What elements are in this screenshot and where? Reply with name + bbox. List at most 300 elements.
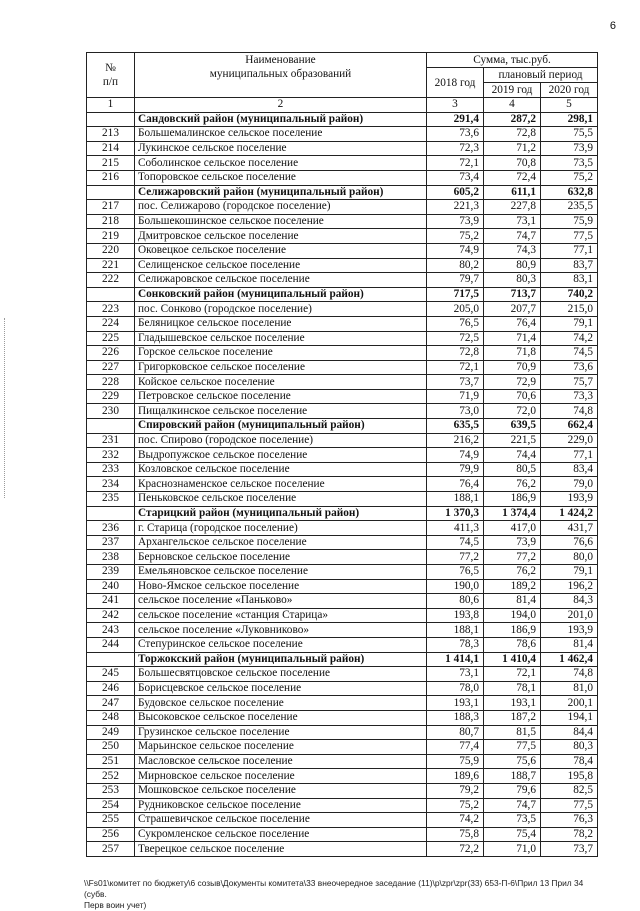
column-number: 3 — [427, 98, 484, 113]
table-row — [87, 156, 598, 171]
value-2019: 72,0 — [484, 404, 541, 419]
value-2020: 76,6 — [541, 535, 598, 550]
value-2020: 200,1 — [541, 696, 598, 711]
value-2018: 1 414,1 — [427, 652, 484, 667]
table-row — [87, 710, 598, 725]
value-2018: 75,8 — [427, 827, 484, 842]
row-number: 227 — [87, 360, 135, 375]
row-number — [87, 652, 135, 667]
row-number: 218 — [87, 214, 135, 229]
column-numbers-row — [87, 98, 598, 113]
municipality-name: Высоковское сельское поселение — [135, 710, 427, 725]
value-2020: 73,9 — [541, 141, 598, 156]
value-2020: 201,0 — [541, 608, 598, 623]
row-number: 257 — [87, 842, 135, 857]
table-row — [87, 273, 598, 288]
row-number: 254 — [87, 798, 135, 813]
municipality-name: пос. Селижарово (городское поселение) — [135, 200, 427, 215]
municipality-name: Пищалкинское сельское поселение — [135, 404, 427, 419]
value-2020: 82,5 — [541, 783, 598, 798]
municipality-name: Грузинское сельское поселение — [135, 725, 427, 740]
district-row — [87, 287, 598, 302]
value-2020: 74,5 — [541, 346, 598, 361]
table-row — [87, 433, 598, 448]
value-2020: 83,4 — [541, 462, 598, 477]
value-2018: 78,3 — [427, 637, 484, 652]
value-2019: 79,6 — [484, 783, 541, 798]
value-2018: 80,6 — [427, 594, 484, 609]
value-2019: 186,9 — [484, 492, 541, 507]
value-2019: 76,2 — [484, 565, 541, 580]
value-2018: 76,5 — [427, 316, 484, 331]
row-number: 236 — [87, 521, 135, 536]
row-number: 229 — [87, 389, 135, 404]
row-number: 246 — [87, 681, 135, 696]
value-2020: 196,2 — [541, 579, 598, 594]
value-2018: 79,2 — [427, 783, 484, 798]
column-number: 5 — [541, 98, 598, 113]
value-2019: 74,7 — [484, 798, 541, 813]
table-row — [87, 127, 598, 142]
value-2018: 72,1 — [427, 156, 484, 171]
row-number — [87, 506, 135, 521]
row-number: 242 — [87, 608, 135, 623]
row-number: 251 — [87, 754, 135, 769]
value-2020: 194,1 — [541, 710, 598, 725]
value-2019: 713,7 — [484, 287, 541, 302]
row-number: 240 — [87, 579, 135, 594]
value-2020: 77,1 — [541, 448, 598, 463]
value-2019: 287,2 — [484, 112, 541, 127]
district-row — [87, 419, 598, 434]
row-number: 230 — [87, 404, 135, 419]
value-2019: 70,9 — [484, 360, 541, 375]
value-2020: 1 424,2 — [541, 506, 598, 521]
value-2019: 78,1 — [484, 681, 541, 696]
value-2020: 215,0 — [541, 302, 598, 317]
value-2019: 611,1 — [484, 185, 541, 200]
value-2018: 76,5 — [427, 565, 484, 580]
row-number: 238 — [87, 550, 135, 565]
value-2020: 77,1 — [541, 243, 598, 258]
row-number: 245 — [87, 667, 135, 682]
table-row — [87, 594, 598, 609]
value-2020: 81,4 — [541, 637, 598, 652]
table-row — [87, 170, 598, 185]
table-row — [87, 813, 598, 828]
row-number: 213 — [87, 127, 135, 142]
value-2019: 227,8 — [484, 200, 541, 215]
value-2020: 84,3 — [541, 594, 598, 609]
column-number: 4 — [484, 98, 541, 113]
table-row — [87, 696, 598, 711]
municipality-name: Селищенское сельское поселение — [135, 258, 427, 273]
value-2019: 78,6 — [484, 637, 541, 652]
value-2020: 632,8 — [541, 185, 598, 200]
budget-table — [86, 52, 598, 857]
district-row — [87, 652, 598, 667]
value-2020: 80,0 — [541, 550, 598, 565]
value-2018: 75,9 — [427, 754, 484, 769]
district-row — [87, 185, 598, 200]
table-row — [87, 783, 598, 798]
value-2018: 72,5 — [427, 331, 484, 346]
municipality-name: Архангельское сельское поселение — [135, 535, 427, 550]
value-2019: 77,5 — [484, 740, 541, 755]
table-row — [87, 477, 598, 492]
value-2020: 79,0 — [541, 477, 598, 492]
value-2019: 72,9 — [484, 375, 541, 390]
value-2018: 717,5 — [427, 287, 484, 302]
row-number — [87, 287, 135, 302]
value-2020: 75,2 — [541, 170, 598, 185]
table-row — [87, 389, 598, 404]
value-2019: 221,5 — [484, 433, 541, 448]
municipality-name: Горское сельское поселение — [135, 346, 427, 361]
row-number — [87, 419, 135, 434]
value-2019: 71,2 — [484, 141, 541, 156]
table-row — [87, 565, 598, 580]
file-path-footer — [84, 878, 584, 911]
header-num: № п/п — [87, 53, 135, 98]
table-row — [87, 462, 598, 477]
value-2018: 189,6 — [427, 769, 484, 784]
municipality-name: Сандовский район (муниципальный район) — [135, 112, 427, 127]
value-2020: 235,5 — [541, 200, 598, 215]
table-header-row — [87, 53, 598, 68]
municipality-name: Григорковское сельское поселение — [135, 360, 427, 375]
row-number: 235 — [87, 492, 135, 507]
value-2018: 73,4 — [427, 170, 484, 185]
value-2020: 84,4 — [541, 725, 598, 740]
table-row — [87, 579, 598, 594]
municipality-name: Емельяновское сельское поселение — [135, 565, 427, 580]
value-2018: 193,1 — [427, 696, 484, 711]
row-number: 255 — [87, 813, 135, 828]
value-2020: 77,5 — [541, 798, 598, 813]
municipality-name: Оковецкое сельское поселение — [135, 243, 427, 258]
table-row — [87, 243, 598, 258]
row-number: 243 — [87, 623, 135, 638]
value-2018: 73,0 — [427, 404, 484, 419]
row-number: 231 — [87, 433, 135, 448]
value-2018: 190,0 — [427, 579, 484, 594]
table-row — [87, 667, 598, 682]
municipality-name: Сукромленское сельское поселение — [135, 827, 427, 842]
value-2020: 74,8 — [541, 404, 598, 419]
municipality-name: Гладышевское сельское поселение — [135, 331, 427, 346]
row-number: 225 — [87, 331, 135, 346]
value-2020: 77,5 — [541, 229, 598, 244]
municipality-name: Ново-Ямское сельское поселение — [135, 579, 427, 594]
value-2019: 71,8 — [484, 346, 541, 361]
value-2018: 188,3 — [427, 710, 484, 725]
row-number: 222 — [87, 273, 135, 288]
value-2018: 411,3 — [427, 521, 484, 536]
municipality-name: Мирновское сельское поселение — [135, 769, 427, 784]
value-2019: 1 374,4 — [484, 506, 541, 521]
municipality-name: Большемалинское сельское поселение — [135, 127, 427, 142]
value-2020: 80,3 — [541, 740, 598, 755]
scan-margin-marks — [4, 318, 7, 498]
value-2018: 79,7 — [427, 273, 484, 288]
value-2018: 73,9 — [427, 214, 484, 229]
municipality-name: Борисцевское сельское поселение — [135, 681, 427, 696]
municipality-name: сельское поселение «Луковниково» — [135, 623, 427, 638]
value-2020: 73,6 — [541, 360, 598, 375]
municipality-name: Топоровское сельское поселение — [135, 170, 427, 185]
value-2020: 73,3 — [541, 389, 598, 404]
value-2018: 80,7 — [427, 725, 484, 740]
value-2018: 188,1 — [427, 492, 484, 507]
row-number: 233 — [87, 462, 135, 477]
value-2020: 81,0 — [541, 681, 598, 696]
row-number: 248 — [87, 710, 135, 725]
value-2018: 73,6 — [427, 127, 484, 142]
header-year-2020: 2020 год — [541, 83, 598, 98]
table-row — [87, 448, 598, 463]
value-2018: 635,5 — [427, 419, 484, 434]
municipality-name: Петровское сельское поселение — [135, 389, 427, 404]
value-2019: 73,1 — [484, 214, 541, 229]
municipality-name: Марьинское сельское поселение — [135, 740, 427, 755]
value-2019: 188,7 — [484, 769, 541, 784]
value-2020: 662,4 — [541, 419, 598, 434]
value-2019: 73,5 — [484, 813, 541, 828]
value-2020: 431,7 — [541, 521, 598, 536]
value-2020: 73,7 — [541, 842, 598, 857]
municipality-name: Степуринское сельское поселение — [135, 637, 427, 652]
row-number: 220 — [87, 243, 135, 258]
municipality-name: сельское поселение «станция Старица» — [135, 608, 427, 623]
value-2019: 187,2 — [484, 710, 541, 725]
value-2019: 639,5 — [484, 419, 541, 434]
value-2018: 205,0 — [427, 302, 484, 317]
table-row — [87, 258, 598, 273]
value-2019: 72,8 — [484, 127, 541, 142]
value-2018: 78,0 — [427, 681, 484, 696]
row-number: 256 — [87, 827, 135, 842]
row-number: 250 — [87, 740, 135, 755]
municipality-name: Пеньковское сельское поселение — [135, 492, 427, 507]
row-number — [87, 112, 135, 127]
municipality-name: Мошковское сельское поселение — [135, 783, 427, 798]
municipality-name: Селижаровское сельское поселение — [135, 273, 427, 288]
value-2018: 72,3 — [427, 141, 484, 156]
value-2019: 193,1 — [484, 696, 541, 711]
table-row — [87, 229, 598, 244]
column-number: 1 — [87, 98, 135, 113]
value-2020: 740,2 — [541, 287, 598, 302]
value-2020: 73,5 — [541, 156, 598, 171]
table-row — [87, 200, 598, 215]
value-2018: 74,9 — [427, 243, 484, 258]
table-row — [87, 141, 598, 156]
header-year-2018: 2018 год — [427, 68, 484, 98]
municipality-name: Выдропужское сельское поселение — [135, 448, 427, 463]
value-2019: 81,5 — [484, 725, 541, 740]
municipality-name: Берновское сельское поселение — [135, 550, 427, 565]
value-2018: 77,2 — [427, 550, 484, 565]
value-2019: 74,3 — [484, 243, 541, 258]
row-number: 247 — [87, 696, 135, 711]
value-2018: 75,2 — [427, 229, 484, 244]
value-2019: 81,4 — [484, 594, 541, 609]
value-2019: 194,0 — [484, 608, 541, 623]
table-row — [87, 375, 598, 390]
row-number: 244 — [87, 637, 135, 652]
row-number: 217 — [87, 200, 135, 215]
row-number: 249 — [87, 725, 135, 740]
value-2018: 73,7 — [427, 375, 484, 390]
value-2020: 75,7 — [541, 375, 598, 390]
table-row — [87, 623, 598, 638]
municipality-name: Лукинское сельское поселение — [135, 141, 427, 156]
table-row — [87, 302, 598, 317]
municipality-name: Старицкий район (муниципальный район) — [135, 506, 427, 521]
footer-path-cont: Перв воин учет) — [84, 900, 147, 910]
header-sum: Сумма, тыс.руб. — [427, 53, 598, 68]
table-row — [87, 492, 598, 507]
municipality-name: Козловское сельское поселение — [135, 462, 427, 477]
value-2020: 76,3 — [541, 813, 598, 828]
table-row — [87, 608, 598, 623]
municipality-name: Селижаровский район (муниципальный район) — [135, 185, 427, 200]
value-2019: 80,5 — [484, 462, 541, 477]
table-row — [87, 360, 598, 375]
municipality-name: Большекошинское сельское поселение — [135, 214, 427, 229]
value-2018: 74,2 — [427, 813, 484, 828]
value-2018: 605,2 — [427, 185, 484, 200]
municipality-name: Рудниковское сельское поселение — [135, 798, 427, 813]
table-row — [87, 725, 598, 740]
row-number: 226 — [87, 346, 135, 361]
table-row — [87, 798, 598, 813]
value-2020: 1 462,4 — [541, 652, 598, 667]
value-2018: 79,9 — [427, 462, 484, 477]
value-2018: 75,2 — [427, 798, 484, 813]
value-2018: 216,2 — [427, 433, 484, 448]
value-2018: 74,9 — [427, 448, 484, 463]
table-row — [87, 681, 598, 696]
value-2018: 72,8 — [427, 346, 484, 361]
row-number — [87, 185, 135, 200]
value-2020: 193,9 — [541, 623, 598, 638]
row-number: 228 — [87, 375, 135, 390]
value-2020: 75,9 — [541, 214, 598, 229]
value-2019: 80,9 — [484, 258, 541, 273]
value-2018: 77,4 — [427, 740, 484, 755]
row-number: 214 — [87, 141, 135, 156]
municipality-name: Тверецкое сельское поселение — [135, 842, 427, 857]
header-year-2019: 2019 год — [484, 83, 541, 98]
table-row — [87, 754, 598, 769]
value-2019: 74,7 — [484, 229, 541, 244]
table-row — [87, 827, 598, 842]
value-2020: 79,1 — [541, 565, 598, 580]
municipality-name: Беляницкое сельское поселение — [135, 316, 427, 331]
value-2019: 72,4 — [484, 170, 541, 185]
value-2019: 76,4 — [484, 316, 541, 331]
row-number: 232 — [87, 448, 135, 463]
district-row — [87, 112, 598, 127]
value-2019: 76,2 — [484, 477, 541, 492]
value-2020: 193,9 — [541, 492, 598, 507]
table-row — [87, 740, 598, 755]
value-2019: 207,7 — [484, 302, 541, 317]
municipality-name: Сонковский район (муниципальный район) — [135, 287, 427, 302]
value-2018: 72,1 — [427, 360, 484, 375]
value-2018: 72,2 — [427, 842, 484, 857]
value-2019: 70,6 — [484, 389, 541, 404]
value-2020: 75,5 — [541, 127, 598, 142]
municipality-name: Дмитровское сельское поселение — [135, 229, 427, 244]
value-2018: 71,9 — [427, 389, 484, 404]
value-2020: 78,2 — [541, 827, 598, 842]
value-2019: 71,4 — [484, 331, 541, 346]
table-row — [87, 637, 598, 652]
table-row — [87, 346, 598, 361]
value-2019: 186,9 — [484, 623, 541, 638]
row-number: 216 — [87, 170, 135, 185]
municipality-name: Спировский район (муниципальный район) — [135, 419, 427, 434]
municipality-name: Торжокский район (муниципальный район) — [135, 652, 427, 667]
value-2019: 74,4 — [484, 448, 541, 463]
value-2019: 75,6 — [484, 754, 541, 769]
row-number: 219 — [87, 229, 135, 244]
row-number: 234 — [87, 477, 135, 492]
municipality-name: Краснознаменское сельское поселение — [135, 477, 427, 492]
row-number: 239 — [87, 565, 135, 580]
value-2020: 83,1 — [541, 273, 598, 288]
row-number: 252 — [87, 769, 135, 784]
table-row — [87, 769, 598, 784]
value-2018: 74,5 — [427, 535, 484, 550]
value-2020: 229,0 — [541, 433, 598, 448]
header-name: Наименование муниципальных образований — [135, 53, 427, 98]
municipality-name: Большесвятцовское сельское поселение — [135, 667, 427, 682]
row-number: 215 — [87, 156, 135, 171]
municipality-name: сельское поселение «Паньково» — [135, 594, 427, 609]
municipality-name: пос. Спирово (городское поселение) — [135, 433, 427, 448]
table-row — [87, 331, 598, 346]
value-2018: 291,4 — [427, 112, 484, 127]
municipality-name: Койское сельское поселение — [135, 375, 427, 390]
value-2018: 73,1 — [427, 667, 484, 682]
value-2019: 73,9 — [484, 535, 541, 550]
municipality-name: Будовское сельское поселение — [135, 696, 427, 711]
value-2020: 298,1 — [541, 112, 598, 127]
municipality-name: пос. Сонково (городское поселение) — [135, 302, 427, 317]
municipality-name: Соболинское сельское поселение — [135, 156, 427, 171]
value-2020: 74,8 — [541, 667, 598, 682]
row-number: 221 — [87, 258, 135, 273]
table-row — [87, 214, 598, 229]
table-row — [87, 842, 598, 857]
value-2020: 74,2 — [541, 331, 598, 346]
value-2019: 72,1 — [484, 667, 541, 682]
value-2019: 417,0 — [484, 521, 541, 536]
row-number: 241 — [87, 594, 135, 609]
municipality-name: Масловское сельское поселение — [135, 754, 427, 769]
page-number: 6 — [609, 20, 616, 32]
row-number: 253 — [87, 783, 135, 798]
column-number: 2 — [135, 98, 427, 113]
value-2020: 195,8 — [541, 769, 598, 784]
value-2019: 1 410,4 — [484, 652, 541, 667]
value-2018: 188,1 — [427, 623, 484, 638]
table-row — [87, 316, 598, 331]
